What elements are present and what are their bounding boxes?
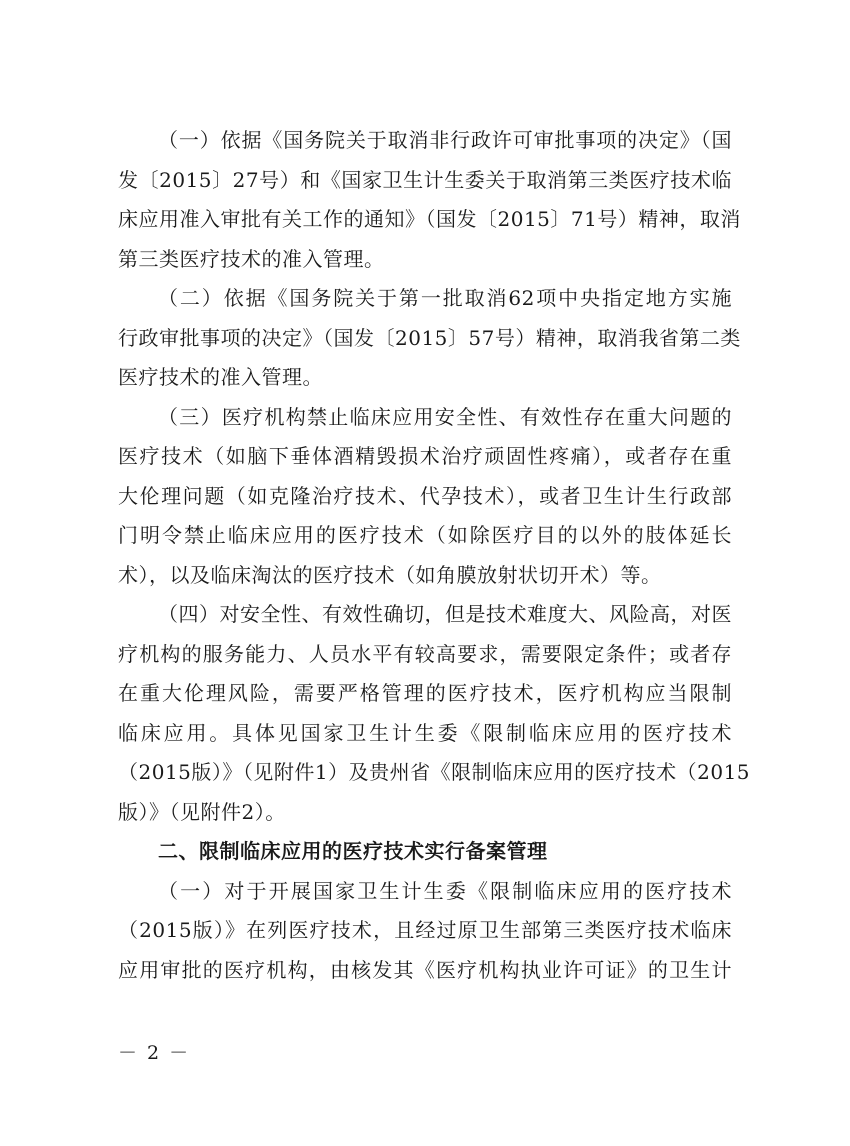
paragraph-line: 医疗技术的准入管理。 [118, 365, 323, 389]
paragraph-line: 应用审批的医疗机构，由核发其《医疗机构执业许可证》的卫生计 [118, 957, 732, 982]
paragraph-line: （三）医疗机构禁止临床应用安全性、有效性存在重大问题的 [158, 404, 732, 429]
paragraph-item-5 [118, 872, 732, 991]
paragraph-line: （二）依据《国务院关于第一批取消62项中央指定地方实施 [158, 286, 732, 310]
paragraph-item-4 [118, 595, 751, 832]
paragraph-item-1 [118, 121, 741, 279]
paragraph-line: 行政审批事项的决定》（国发〔2015〕57号）精神，取消我省第二类 [118, 325, 741, 350]
document-body [118, 121, 751, 990]
paragraph-line: （一）对于开展国家卫生计生委《限制临床应用的医疗技术 [158, 878, 732, 903]
paragraph-line: （2015版）》在列医疗技术，且经过原卫生部第三类医疗技术临床 [118, 918, 732, 942]
paragraph-line: 医疗技术（如脑下垂体酒精毁损术治疗顽固性疼痛），或者存在重 [118, 444, 732, 468]
paragraph-item-2 [118, 279, 741, 398]
paragraph-line: 术），以及临床淘汰的医疗技术（如角膜放射状切开术）等。 [118, 562, 662, 587]
paragraph-line: （四）对安全性、有效性确切，但是技术难度大、风险高，对医 [158, 602, 732, 626]
paragraph-line: （一）依据《国务院关于取消非行政许可审批事项的决定》（国 [158, 128, 732, 152]
paragraph-line: 床应用准入审批有关工作的通知》（国发〔2015〕71号）精神，取消 [118, 207, 741, 231]
section-heading: 二、限制临床应用的医疗技术实行备案管理 [158, 839, 548, 863]
paragraph-line: 大伦理问题（如克隆治疗技术、代孕技术），或者卫生计生行政部 [118, 483, 732, 508]
page-number: － 2 － [118, 1042, 191, 1064]
paragraph-line: （2015版）》（见附件1）及贵州省《限制临床应用的医疗技术（2015 [118, 760, 751, 784]
paragraph-line: 在重大伦理风险，需要严格管理的医疗技术，医疗机构应当限制 [118, 681, 732, 705]
paragraph-line: 发〔2015〕27号）和《国家卫生计生委关于取消第三类医疗技术临 [118, 167, 732, 192]
paragraph-line: 临床应用。具体见国家卫生计生委《限制临床应用的医疗技术 [118, 720, 732, 745]
paragraph-line: 疗机构的服务能力、人员水平有较高要求，需要限定条件；或者存 [118, 641, 732, 666]
paragraph-line: 门明令禁止临床应用的医疗技术（如除医疗目的以外的肢体延长 [118, 523, 732, 547]
paragraph-line: 第三类医疗技术的准入管理。 [118, 246, 385, 271]
paragraph-line: 版）》（见附件2）。 [118, 799, 286, 824]
paragraph-item-3 [118, 398, 732, 596]
